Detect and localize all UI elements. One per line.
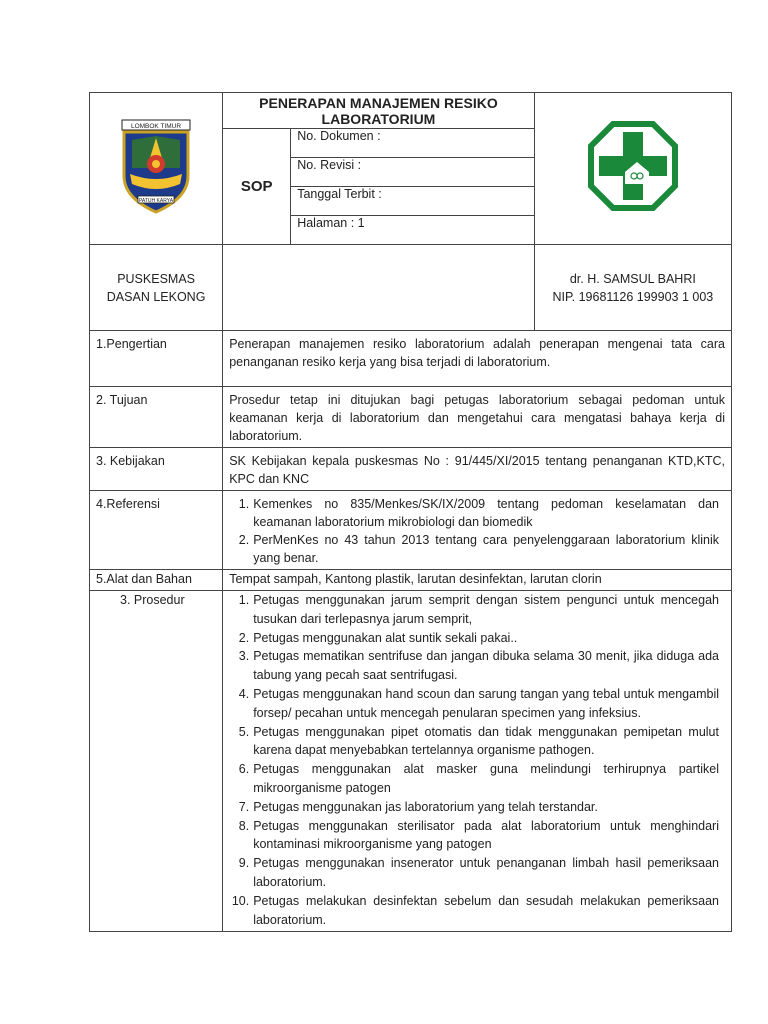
list-item	[223, 723, 719, 761]
item-number: 8.	[238, 818, 250, 833]
field-tanggal-terbit: Tanggal Terbit :	[291, 187, 534, 216]
document-title	[223, 93, 533, 129]
text-kebijakan: SK Kebijakan kepala puskesmas No : 91/445/XI/2015 tentang penanganan KTD,KTC, KPC dan KNC	[223, 448, 732, 491]
list-item	[223, 798, 719, 817]
logo-text-top: LOMBOK TIMUR	[131, 123, 182, 130]
puskesmas-logo-cell	[534, 93, 731, 245]
list-item	[223, 647, 719, 685]
field-halaman: Halaman : 1	[297, 216, 365, 230]
puskesmas-line-1: PUSKESMAS	[117, 271, 195, 286]
list-referensi	[223, 491, 732, 570]
sop-document	[89, 92, 732, 932]
label-referensi: 4.Referensi	[90, 491, 223, 570]
list-item	[223, 817, 719, 855]
label-tujuan: 2. Tujuan	[90, 387, 223, 448]
item-text: Petugas menggunakan alat suntik sekali pakai..	[253, 630, 518, 645]
puskesmas-cross-logo-icon	[585, 118, 681, 214]
signatory-nip: NIP. 19681126 199903 1 003	[552, 289, 714, 304]
puskesmas-line-2: DASAN LEKONG	[106, 289, 206, 304]
list-item	[223, 591, 719, 629]
item-text: Petugas melakukan desinfektan sebelum dan sesudah melakukan pemeriksaan laboratorium.	[253, 893, 719, 927]
text-tujuan: Prosedur tetap ini ditujukan bagi petugas laboratorium sebagai pedoman untuk keamanan kerja di laboratorium dan mengetahui cara mengatasi bahaya kerja di laboratorium.	[223, 387, 732, 448]
item-text: Petugas menggunakan jarum semprit dengan sistem pengunci untuk mencegah tusukan dari terlepasnya jarum semprit,	[253, 593, 719, 626]
item-text: PerMenKes no 43 tahun 2013 tentang cara penyelenggaraan laboratorium klinik yang benar.	[253, 533, 719, 565]
list-item	[223, 629, 719, 648]
regency-logo-cell	[90, 93, 223, 245]
item-number: 6.	[238, 762, 250, 777]
item-number: 1.	[238, 593, 250, 607]
item-number: 4.	[238, 686, 250, 701]
item-number: 10.	[231, 893, 250, 908]
label-prosedur: 3. Prosedur	[90, 591, 223, 932]
sop-label: SOP	[223, 129, 291, 244]
item-number: 3.	[238, 649, 250, 664]
list-prosedur	[223, 591, 732, 932]
item-number: 1.	[238, 497, 250, 511]
logo-text-bottom: PATUH KARYA	[139, 198, 174, 204]
title-line-1: PENERAPAN MANAJEMEN RESIKO	[259, 95, 498, 111]
item-text: Petugas menggunakan pipet otomatis dan tidak menggunakan pemipetan mulut karena dapat menyebabkan tertelannya organisme pathogen.	[253, 724, 719, 758]
title-block	[223, 93, 534, 245]
org-empty-cell	[223, 245, 534, 331]
label-kebijakan: 3. Kebijakan	[90, 448, 223, 491]
label-alat-bahan: 5.Alat dan Bahan	[90, 570, 223, 591]
list-item	[223, 892, 719, 930]
field-no-dokumen: No. Dokumen :	[291, 129, 534, 158]
list-item	[223, 760, 719, 798]
sop-table	[89, 92, 732, 932]
item-number: 2.	[238, 533, 250, 547]
item-text: Petugas menggunakan sterilisator pada alat laboratorium untuk menghindari kontaminasi mikroorganisme yang patogen	[253, 818, 719, 852]
item-number: 7.	[238, 799, 250, 814]
list-item	[223, 495, 719, 531]
text-pengertian: Penerapan manajemen resiko laboratorium adalah penerapan mengenai tata cara penanganan resiko kerja yang bisa terjadi di laboratorium.	[223, 331, 732, 387]
field-no-revisi: No. Revisi :	[291, 158, 534, 187]
item-text: Petugas menggunakan insenerator untuk penanganan limbah hasil pemeriksaan laboratorium.	[253, 856, 719, 889]
list-item	[223, 854, 719, 892]
item-text: Petugas mematikan sentrifuse dan jangan dibuka selama 30 menit, jika diduga ada tabung yang pecah saat sentrifugasi.	[253, 649, 719, 683]
item-number: 5.	[238, 724, 250, 739]
item-text: Petugas menggunakan hand scoun dan sarung tangan yang tebal untuk mengambil forsep/ pecahan untuk mencegah penularan specimen yang infeksius.	[253, 686, 719, 720]
text-alat-bahan: Tempat sampah, Kantong plastik, larutan desinfektan, larutan clorin	[223, 570, 732, 591]
item-text: Kemenkes no 835/Menkes/SK/IX/2009 tentang pedoman keselamatan dan keamanan laboratorium mikrobiologi dan biomedik	[253, 497, 719, 529]
list-item	[223, 531, 719, 567]
lombok-timur-emblem-icon	[118, 118, 194, 214]
signatory-name: dr. H. SAMSUL BAHRI	[569, 271, 696, 286]
title-line-2: LABORATORIUM	[321, 111, 436, 127]
document-info-table	[223, 129, 533, 244]
item-text: Petugas menggunakan jas laboratorium yang telah terstandar.	[253, 799, 598, 814]
item-text: Petugas menggunakan alat masker guna melindungi terhirupnya partikel mikroorganisme patogen	[253, 762, 719, 795]
item-number: 2.	[238, 630, 250, 645]
signatory	[534, 245, 731, 331]
label-pengertian: 1.Pengertian	[90, 331, 223, 387]
puskesmas-name	[90, 245, 223, 331]
item-number: 9.	[238, 856, 250, 871]
list-item	[223, 685, 719, 723]
